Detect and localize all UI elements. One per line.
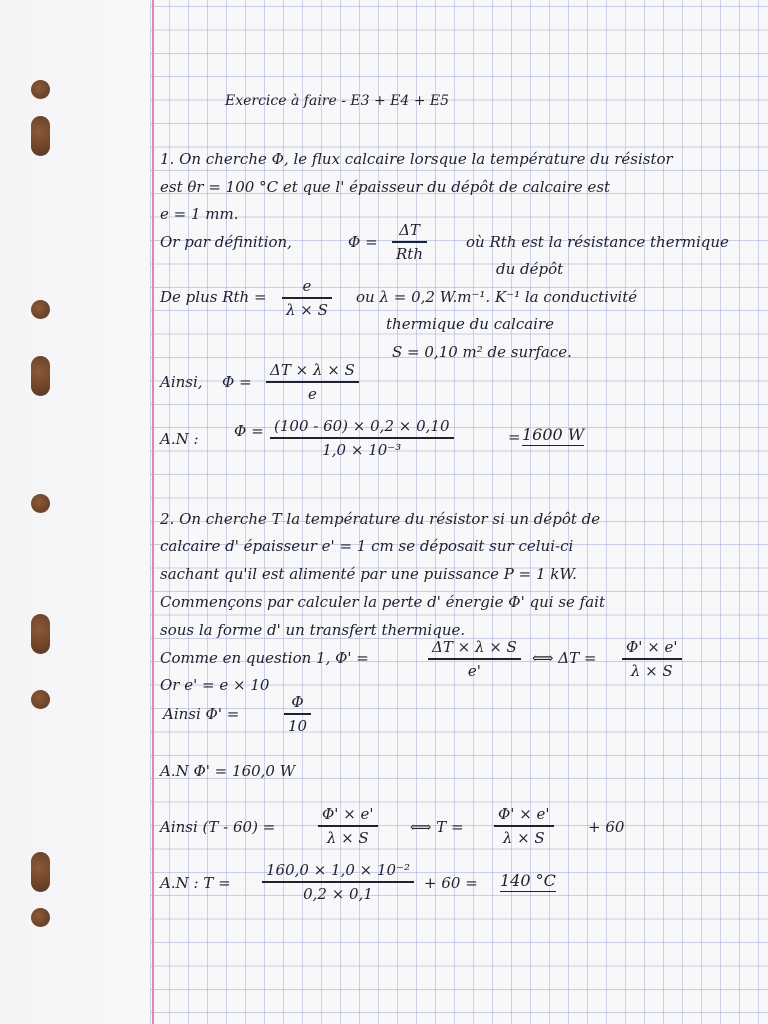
q2-an2-fraction (262, 860, 414, 904)
q2-or: Or e' = e × 10 (160, 676, 270, 694)
q2-an2-plus: + 60 = (424, 874, 478, 892)
fraction-numerator: (100 - 60) × 0,2 × 0,10 (274, 417, 450, 435)
q2-comme-fraction (428, 637, 521, 681)
binder-hole (31, 300, 50, 319)
fraction-denominator: λ × S (326, 828, 369, 847)
q1-rth-meaning-1: où Rth est la résistance thermique (466, 233, 729, 251)
binder-hole (31, 116, 50, 156)
fraction-numerator: 160,0 × 1,0 × 10⁻² (266, 861, 411, 879)
fraction-denominator: 1,0 × 10⁻³ (322, 440, 402, 459)
q2-comme: Comme en question 1, Φ' = (160, 649, 369, 667)
q2-line-3: sachant qu'il est alimenté par une puissance P = 1 kW. (160, 565, 577, 583)
fraction-numerator: Φ' × e' (498, 805, 550, 823)
q2-result: 140 °C (500, 871, 556, 890)
q1-line-3: e = 1 mm. (160, 205, 239, 223)
q1-deplus: De plus Rth = (160, 288, 267, 306)
q2-line-2: calcaire d' épaisseur e' = 1 cm se déposait sur celui-ci (160, 537, 574, 555)
fraction-denominator: e (307, 384, 317, 403)
binder-hole (31, 908, 50, 927)
q2-line-5: sous la forme d' un transfert thermique. (160, 621, 466, 639)
q1-an-label: A.N : (160, 430, 199, 448)
fraction-denominator: λ × S (286, 300, 328, 319)
binder-hole (31, 494, 50, 513)
q2-line-4: Commençons par calculer la perte d' énergie Φ' qui se fait (160, 593, 605, 611)
margin-line (152, 0, 154, 1024)
q1-phi-equals: Φ = (348, 233, 378, 251)
q1-definition-prefix: Or par définition, (160, 233, 292, 251)
fraction-numerator: ΔT × λ × S (432, 638, 517, 656)
q2-line-1: 2. On cherche T la température du résistor si un dépôt de (160, 510, 601, 528)
q1-ainsi: Ainsi, (160, 373, 203, 391)
fraction-numerator: Φ' × e' (322, 805, 374, 823)
q2-ainsi-label: Ainsi Φ' = (163, 705, 240, 723)
fraction-denominator: 10 (288, 716, 308, 735)
fraction-denominator: λ × S (502, 828, 545, 847)
q2-equivalence: ⟺ ΔT = (532, 649, 597, 667)
q1-result-equals: = (508, 428, 521, 446)
q2-ainsi2-fraction (318, 804, 378, 848)
fraction-numerator: Φ (291, 693, 304, 711)
fraction-numerator: Φ' × e' (626, 638, 678, 656)
q1-an-phi: Φ = (234, 422, 264, 440)
q1-result: 1600 W (522, 425, 585, 444)
q1-an-fraction (270, 416, 454, 460)
q1-ainsi-phi: Φ = (222, 373, 252, 391)
q1-line-2: est θr = 100 °C et que l' épaisseur du dépôt de calcaire est (160, 178, 611, 196)
fraction-denominator: e' (467, 661, 481, 680)
q2-deltat-fraction (622, 637, 682, 681)
exercise-header: Exercice à faire - E3 + E4 + E5 (225, 93, 450, 109)
q2-ainsi2: Ainsi (T - 60) = (160, 818, 276, 836)
q2-an1: A.N Φ' = 160,0 W (160, 762, 296, 780)
fraction-denominator: λ × S (630, 661, 673, 680)
q2-ainsi-fraction (284, 692, 311, 736)
q2-plus-60: + 60 (588, 818, 625, 836)
q2-t-fraction (494, 804, 554, 848)
q1-rth-fraction (282, 276, 332, 320)
fraction-denominator: 0,2 × 0,1 (303, 884, 373, 903)
left-margin (0, 0, 150, 1024)
fraction-denominator: Rth (396, 244, 423, 263)
q1-rth-meaning-2: du dépôt (496, 260, 564, 278)
q1-lambda-1: ou λ = 0,2 W.m⁻¹. K⁻¹ la conductivité (356, 288, 638, 306)
binder-hole (31, 80, 50, 99)
fraction-numerator: ΔT (399, 221, 420, 239)
q2-equivalence-2: ⟺ T = (410, 818, 464, 836)
binder-hole (31, 690, 50, 709)
q1-ainsi-fraction (266, 360, 359, 404)
q1-phi-fraction (392, 220, 427, 264)
binder-hole (31, 614, 50, 654)
q1-lambda-2: thermique du calcaire (386, 315, 555, 333)
q2-an2-label: A.N : T = (160, 874, 231, 892)
q1-surface: S = 0,10 m² de surface. (392, 343, 572, 361)
binder-hole (31, 356, 50, 396)
fraction-numerator: e (302, 277, 312, 295)
q1-line-1: 1. On cherche Φ, le flux calcaire lorsque la température du résistor (160, 150, 673, 168)
fraction-numerator: ΔT × λ × S (270, 361, 355, 379)
binder-hole (31, 852, 50, 892)
